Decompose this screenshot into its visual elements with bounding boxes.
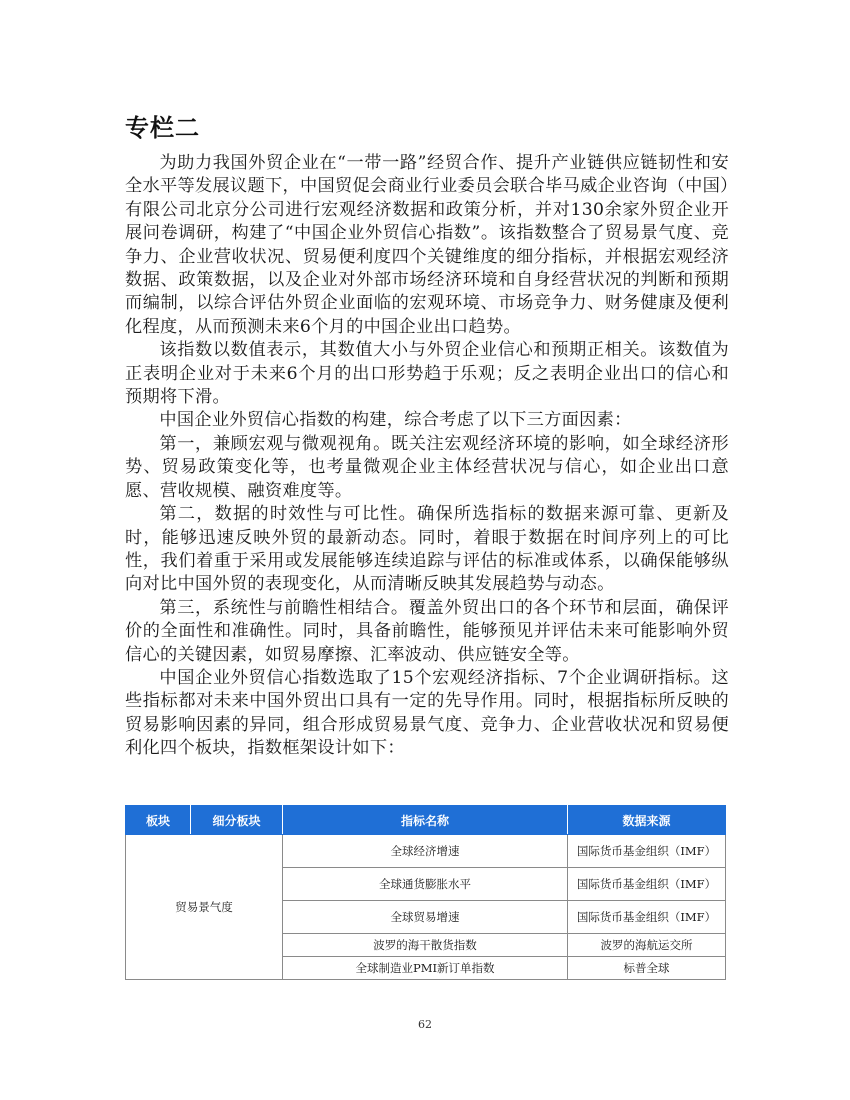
index-framework-table — [125, 805, 726, 980]
table-row — [126, 835, 726, 868]
source-cell: 标普全球 — [568, 957, 726, 980]
indicator-cell: 全球贸易增速 — [283, 901, 568, 934]
page-title: 专栏二 — [125, 114, 200, 142]
block-cell: 贸易景气度 — [126, 835, 283, 980]
paragraph: 中国企业外贸信心指数的构建，综合考虑了以下三方面因素： — [159, 410, 632, 431]
source-cell: 国际货币基金组织（IMF） — [568, 835, 726, 868]
header-sub-block: 细分板块 — [191, 806, 283, 835]
source-cell: 国际货币基金组织（IMF） — [568, 868, 726, 901]
paragraph: 第三，系统性与前瞻性相结合。覆盖外贸出口的各个环节和层面，确保评价的全面性和准确性。同时，具备前瞻性，能够预见并评估未来可能影响外贸信心的关键因素，如贸易摩擦、汇率波动、供应链安全等。 — [125, 597, 729, 665]
page-number: 62 — [418, 1018, 432, 1031]
table-header-row — [126, 806, 726, 835]
indicator-cell: 全球通货膨胀水平 — [283, 868, 568, 901]
source-cell: 波罗的海航运交所 — [568, 934, 726, 957]
paragraph: 该指数以数值表示，其数值大小与外贸企业信心和预期正相关。该数值为正表明企业对于未来6个月的出口形势趋于乐观；反之表明企业出口的信心和预期将下滑。 — [125, 340, 729, 408]
indicator-cell: 全球制造业PMI新订单指数 — [283, 957, 568, 980]
paragraph: 第一，兼顾宏观与微观视角。既关注宏观经济环境的影响，如全球经济形势、贸易政策变化等，也考量微观企业主体经营状况与信心，如企业出口意愿、营收规模、融资难度等。 — [125, 433, 729, 501]
source-cell: 国际货币基金组织（IMF） — [568, 901, 726, 934]
paragraph: 第二，数据的时效性与可比性。确保所选指标的数据来源可靠、更新及时，能够迅速反映外贸的最新动态。同时，着眼于数据在时间序列上的可比性，我们着重于采用或发展能够连续追踪与评估的标准或体系，以确保能够纵向对比中国外贸的表现变化，从而清晰反映其发展趋势与动态。 — [125, 504, 729, 595]
indicator-cell: 波罗的海干散货指数 — [283, 934, 568, 957]
header-block: 板块 — [126, 806, 191, 835]
paragraph: 中国企业外贸信心指数选取了15个宏观经济指标、7个企业调研指标。这些指标都对未来中国外贸出口具有一定的先导作用。同时，根据指标所反映的贸易影响因素的异同，组合形成贸易景气度、竞争力、企业营收状况和贸易便利化四个板块，指数框架设计如下： — [125, 667, 729, 759]
indicator-cell: 全球经济增速 — [283, 835, 568, 868]
header-indicator-name: 指标名称 — [283, 806, 568, 835]
paragraph: 为助力我国外贸企业在“一带一路”经贸合作、提升产业链供应链韧性和安全水平等发展议题下，中国贸促会商业行业委员会联合毕马威企业咨询（中国）有限公司北京分公司进行宏观经济数据和政策分析，并对130余家外贸企业开展问卷调研，构建了“中国企业外贸信心指数”。该指数整合了贸易景气度、竞争力、企业营收状况、贸易便利度四个关键维度的细分指标，并根据宏观经济数据、政策数据，以及企业对外部市场经济环境和自身经营状况的判断和预期而编制，以综合评估外贸企业面临的宏观环境、市场竞争力、财务健康及便利化程度，从而预测未来6个月的中国企业出口趋势。 — [125, 153, 729, 337]
header-data-source: 数据来源 — [568, 806, 726, 835]
body-text — [125, 152, 729, 761]
